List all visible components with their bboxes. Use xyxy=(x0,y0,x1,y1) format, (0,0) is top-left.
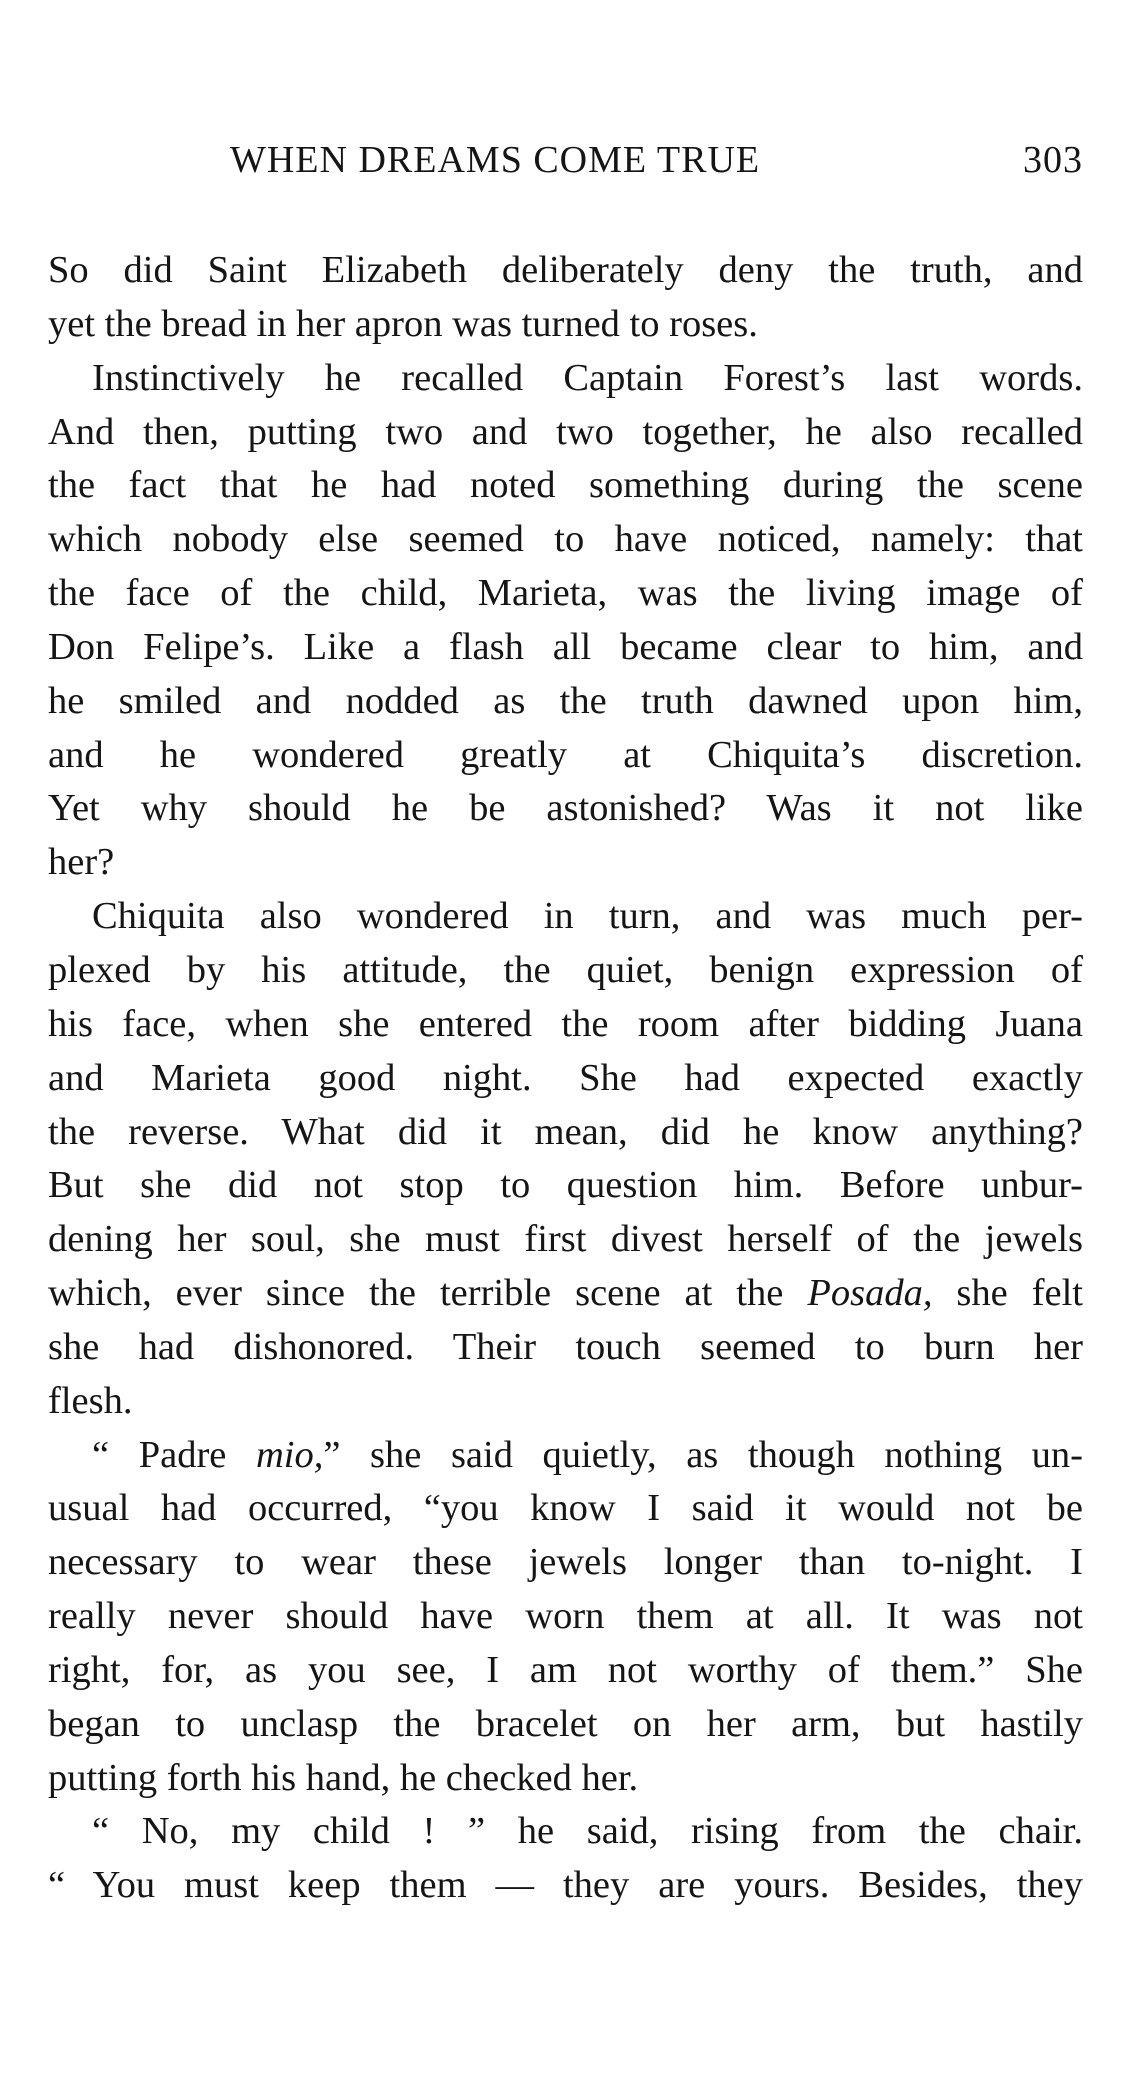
text-line: the face of the child, Marieta, was the living image of xyxy=(48,572,1083,615)
italic-word: mio, xyxy=(255,1433,324,1476)
text-line: the reverse. What did it mean, did he know anything? xyxy=(48,1110,1083,1153)
text-line: the fact that he had noted something during the scene xyxy=(48,464,1083,507)
text-line xyxy=(48,1267,1083,1321)
text-line: necessary to wear these jewels longer than to-night. I xyxy=(48,1541,1083,1584)
italic-word: Posada, xyxy=(807,1272,933,1315)
text-line: and he wondered greatly at Chiquita’s discretion. xyxy=(48,733,1083,776)
text-line: which nobody else seemed to have noticed, namely: that xyxy=(48,518,1083,561)
text-line: she had dishonored. Their touch seemed to burn her xyxy=(48,1325,1083,1368)
text-line: Chiquita also wondered in turn, and was much per- xyxy=(92,895,1083,938)
text-line xyxy=(48,1429,1083,1483)
text-line: usual had occurred, “you know I said it would not be xyxy=(48,1487,1083,1530)
text-line: But she did not stop to question him. Before unbur- xyxy=(48,1164,1083,1207)
text-segment: “ Padre xyxy=(92,1433,256,1476)
text-segment: ” she said quietly, as though nothing un- xyxy=(323,1433,1083,1476)
text-line: So did Saint Elizabeth deliberately deny the truth, and xyxy=(48,249,1083,291)
body-text xyxy=(48,244,1083,1913)
text-line: And then, putting two and two together, he also recalled xyxy=(48,410,1083,453)
text-line: her? xyxy=(48,841,115,884)
text-segment: which, ever since the terrible scene at the xyxy=(48,1272,808,1315)
text-line: began to unclasp the bracelet on her arm, but hastily xyxy=(48,1702,1083,1745)
text-segment: she felt xyxy=(932,1272,1083,1315)
text-line: yet the bread in her apron was turned to roses. xyxy=(48,302,758,345)
text-line: he smiled and nodded as the truth dawned upon him, xyxy=(48,679,1083,722)
text-line: Yet why should he be astonished? Was it not like xyxy=(48,787,1083,830)
running-title: WHEN DREAMS COME TRUE xyxy=(230,139,761,181)
text-line: Instinctively he recalled Captain Forest’s last words. xyxy=(92,356,1083,399)
text-line: Don Felipe’s. Like a flash all became clear to him, and xyxy=(48,625,1083,668)
text-line: putting forth his hand, he checked her. xyxy=(48,1756,639,1799)
text-line: right, for, as you see, I am not worthy of them.” She xyxy=(48,1648,1083,1691)
text-line: “ You must keep them — they are yours. Besides, they xyxy=(48,1864,1083,1907)
text-line: dening her soul, she must first divest herself of the jewels xyxy=(48,1218,1083,1261)
text-line: plexed by his attitude, the quiet, benign expression of xyxy=(48,948,1083,991)
running-head xyxy=(48,138,1083,198)
text-line: and Marieta good night. She had expected exactly xyxy=(48,1056,1083,1099)
text-line: flesh. xyxy=(48,1379,133,1422)
page-number: 303 xyxy=(1023,139,1083,181)
text-line: “ No, my child ! ” he said, rising from the chair. xyxy=(92,1810,1083,1853)
text-line: really never should have worn them at all. It was not xyxy=(48,1595,1083,1638)
text-line: his face, when she entered the room after bidding Juana xyxy=(48,1002,1083,1045)
book-page xyxy=(48,138,1083,1913)
